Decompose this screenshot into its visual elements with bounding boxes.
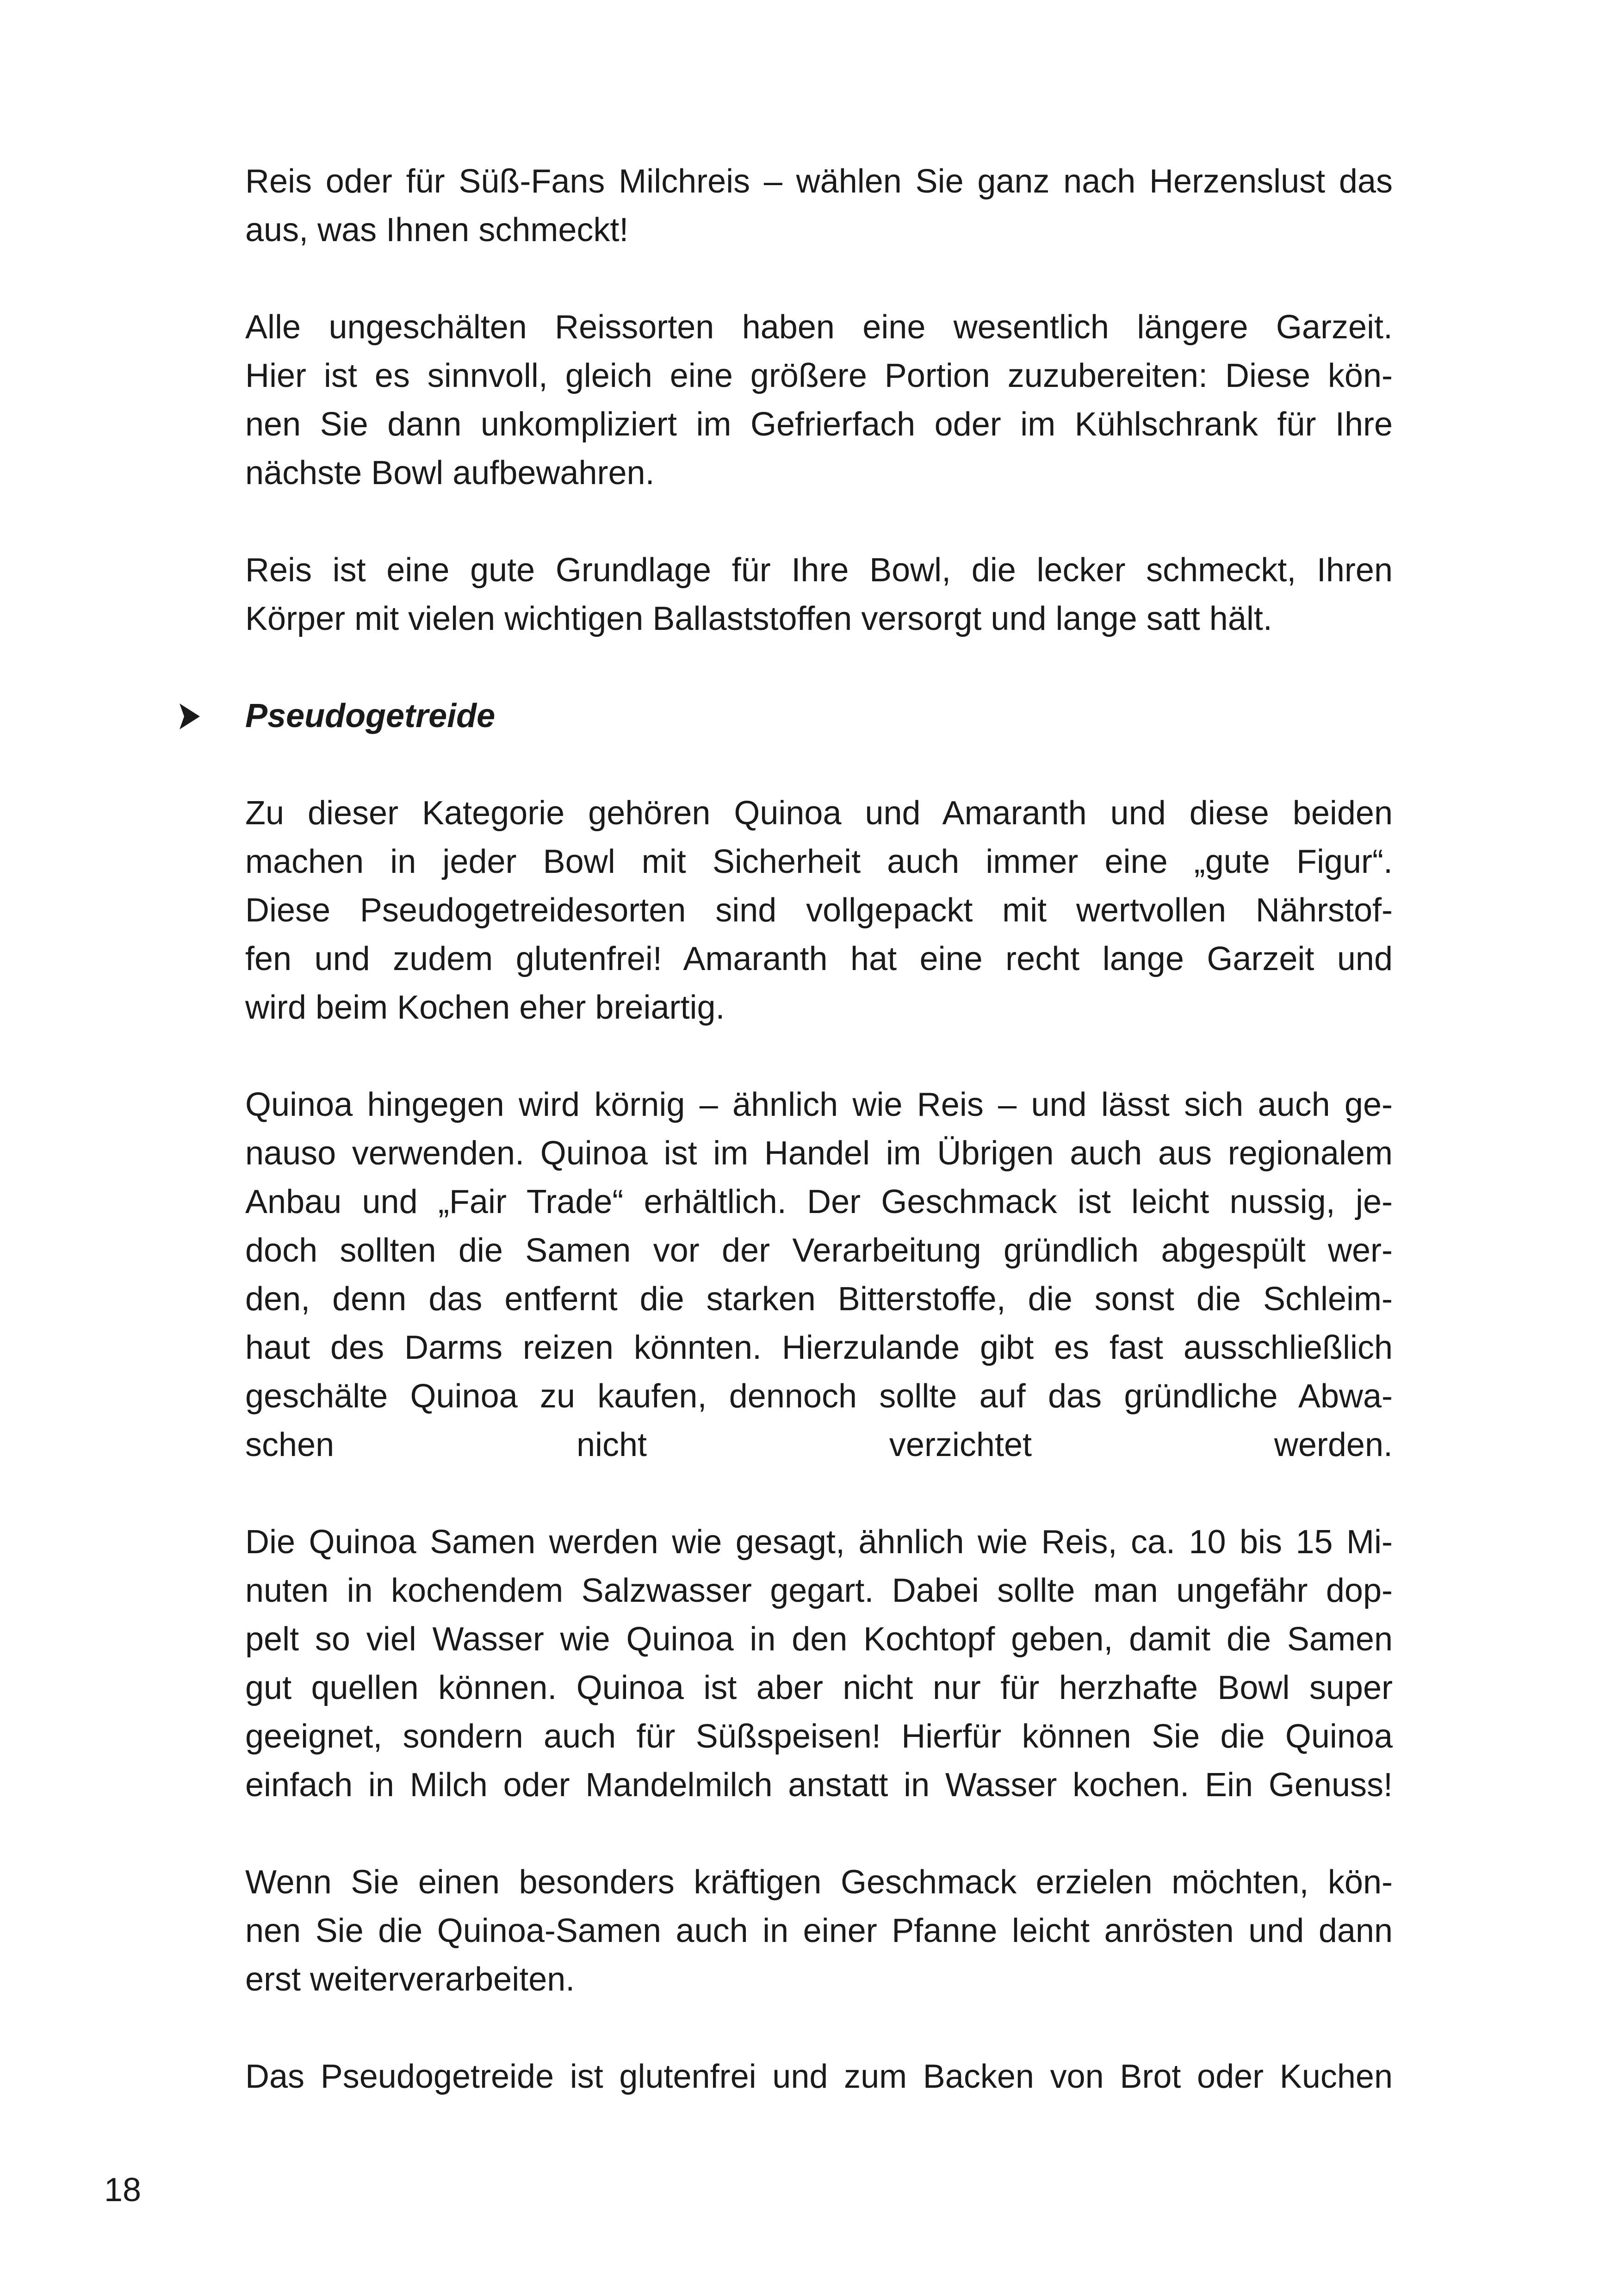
body-text [245,157,1393,2150]
text-line: Die Quinoa Samen werden wie gesagt, ähnlich wie Reis, ca. 10 bis 15 Mi- [245,1524,1393,1561]
text-line: Alle ungeschälten Reissorten haben eine wesentlich längere Garzeit. [245,309,1393,346]
paragraphs-after-heading [245,789,1393,2101]
paragraph [245,546,1393,643]
text-line: Das Pseudogetreide ist glutenfrei und zum Backen von Brot oder Kuchen [245,2058,1393,2095]
text-line: nuten in kochendem Salzwasser gegart. Dabei sollte man ungefähr dop- [245,1572,1393,1609]
text-line: pelt so viel Wasser wie Quinoa in den Kochtopf geben, damit die Samen [245,1621,1393,1658]
text-line: Diese Pseudogetreidesorten sind vollgepackt mit wertvollen Nährstof- [245,892,1393,929]
text-line: den, denn das entfernt die starken Bitterstoffe, die sonst die Schleim- [245,1281,1393,1318]
text-line: Reis oder für Süß-Fans Milchreis – wählen Sie ganz nach Herzenslust das [245,163,1393,200]
text-line: Hier ist es sinnvoll, gleich eine größere Portion zuzubereiten: Diese kön- [245,357,1393,394]
text-line: nächste Bowl aufbewahren. [245,454,655,492]
text-line: machen in jeder Bowl mit Sicherheit auch immer eine „gute Figur“. [245,843,1393,880]
paragraph [245,157,1393,255]
paragraph [245,2053,1393,2101]
text-line: erst weiterverarbeiten. [245,1961,575,1998]
text-line: nen Sie dann unkompliziert im Gefrierfach oder im Kühlschrank für Ihre [245,406,1393,443]
text-line: fen und zudem glutenfrei! Amaranth hat eine recht lange Garzeit und [245,940,1393,977]
text-line: doch sollten die Samen vor der Verarbeitung gründlich abgespült wer- [245,1232,1393,1269]
text-line: Zu dieser Kategorie gehören Quinoa und Amaranth und diese beiden [245,795,1393,832]
paragraph [245,1081,1393,1469]
paragraphs-before-heading [245,157,1393,643]
text-line: geschälte Quinoa zu kaufen, dennoch sollte auf das gründliche Abwa- [245,1378,1393,1415]
paragraph [245,1518,1393,1810]
paragraph [245,303,1393,498]
text-line: einfach in Milch oder Mandelmilch anstatt in Wasser kochen. Ein Genuss! [245,1767,1393,1804]
text-line: Anbau und „Fair Trade“ erhältlich. Der Geschmack ist leicht nussig, je- [245,1183,1393,1220]
arrowhead-bullet-icon [176,692,204,740]
page-number: 18 [104,2172,142,2209]
text-line: nauso verwenden. Quinoa ist im Handel im Übrigen auch aus regionalem [245,1135,1393,1172]
text-line: haut des Darms reizen könnten. Hierzulande gibt es fast ausschließlich [245,1329,1393,1366]
paragraph [245,1858,1393,2004]
section-heading-text: Pseudogetreide [245,697,496,734]
text-line: Körper mit vielen wichtigen Ballaststoffen versorgt und lange satt hält. [245,600,1272,637]
section-heading [245,692,1393,740]
text-line: schen nicht verzichtet werden. [245,1426,1393,1463]
text-line: nen Sie die Quinoa-Samen auch in einer Pfanne leicht anrösten und dann [245,1912,1393,1949]
text-line: Wenn Sie einen besonders kräftigen Geschmack erzielen möchten, kön- [245,1864,1393,1901]
paragraph [245,789,1393,1032]
text-line: Quinoa hingegen wird körnig – ähnlich wie Reis – und lässt sich auch ge- [245,1086,1393,1123]
text-line: Reis ist eine gute Grundlage für Ihre Bowl, die lecker schmeckt, Ihren [245,552,1393,589]
text-line: aus, was Ihnen schmeckt! [245,212,629,249]
text-line: geeignet, sondern auch für Süßspeisen! Hierfür können Sie die Quinoa [245,1718,1393,1755]
text-line: gut quellen können. Quinoa ist aber nicht nur für herzhafte Bowl super [245,1669,1393,1706]
text-line: wird beim Kochen eher breiartig. [245,989,725,1026]
